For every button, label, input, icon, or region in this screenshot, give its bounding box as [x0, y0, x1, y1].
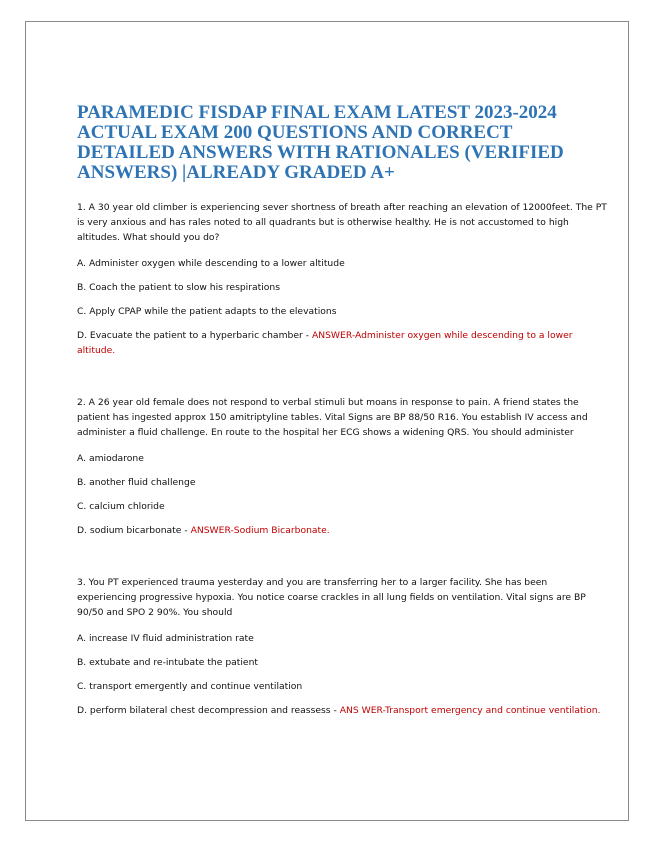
document-page: [25, 21, 629, 821]
option-a: A. amiodarone: [77, 453, 144, 464]
option-c: C. transport emergently and continue ventilation: [77, 681, 303, 692]
option-d-text: D. sodium bicarbonate -: [77, 525, 191, 536]
spacer: [77, 538, 607, 575]
option-c: C. calcium chloride: [77, 501, 165, 512]
option-b: B. another fluid challenge: [77, 477, 196, 488]
option-a: A. Administer oxygen while descending to a lower altitude: [77, 258, 345, 269]
question-text: 1. A 30 year old climber is experiencing sever shortness of breath after reaching an elevation of 12000feet. The PT is very anxious and has rales noted to all quadrants but is otherwise healthy. He is not accustomed to high altitudes. What should you do?: [77, 202, 607, 243]
spacer: [77, 358, 607, 395]
question-text: 3. You PT experienced trauma yesterday and you are transferring her to a larger facility. She has been experiencing progressive hypoxia. You notice coarse crackles in all lung fields on ventilation. Vital signs are BP 90/50 and SPO 2 90%. You should: [77, 577, 586, 618]
option-d: [77, 523, 607, 538]
option-a: A. increase IV fluid administration rate: [77, 633, 254, 644]
question-text: 2. A 26 year old female does not respond to verbal stimuli but moans in response to pain. A friend states the patient has ingested approx 150 amitriptyline tables. Vital Signs are BP 88/50 R16. You establish IV access and administer a fluid challenge. En route to the hospital her ECG shows a widening QRS. You should administer: [77, 397, 588, 438]
option-d: [77, 703, 607, 718]
question-block-3: [77, 575, 607, 718]
option-c: C. Apply CPAP while the patient adapts to the elevations: [77, 306, 337, 317]
option-b: B. extubate and re-intubate the patient: [77, 657, 259, 668]
document-title: PARAMEDIC FISDAP FINAL EXAM LATEST 2023-2024 ACTUAL EXAM 200 QUESTIONS AND CORRECT DETAILED ANSWERS WITH RATIONALES (VERIFIED ANSWERS) |ALREADY GRADED A+: [77, 102, 564, 183]
answer-text: ANSWER-Administer oxygen while descending to a lower altitude.: [77, 330, 573, 356]
document-content: [77, 103, 607, 718]
answer-text: ANSWER-Sodium Bicarbonate.: [190, 525, 330, 536]
option-d-text: D. perform bilateral chest decompression and reassess -: [77, 705, 340, 716]
option-d-text: D. Evacuate the patient to a hyperbaric chamber -: [77, 330, 312, 341]
option-d: [77, 328, 607, 358]
answer-text: ANS WER-Transport emergency and continue ventilation.: [339, 705, 601, 716]
option-b: B. Coach the patient to slow his respirations: [77, 282, 281, 293]
question-block-1: [77, 200, 607, 358]
question-block-2: [77, 395, 607, 538]
